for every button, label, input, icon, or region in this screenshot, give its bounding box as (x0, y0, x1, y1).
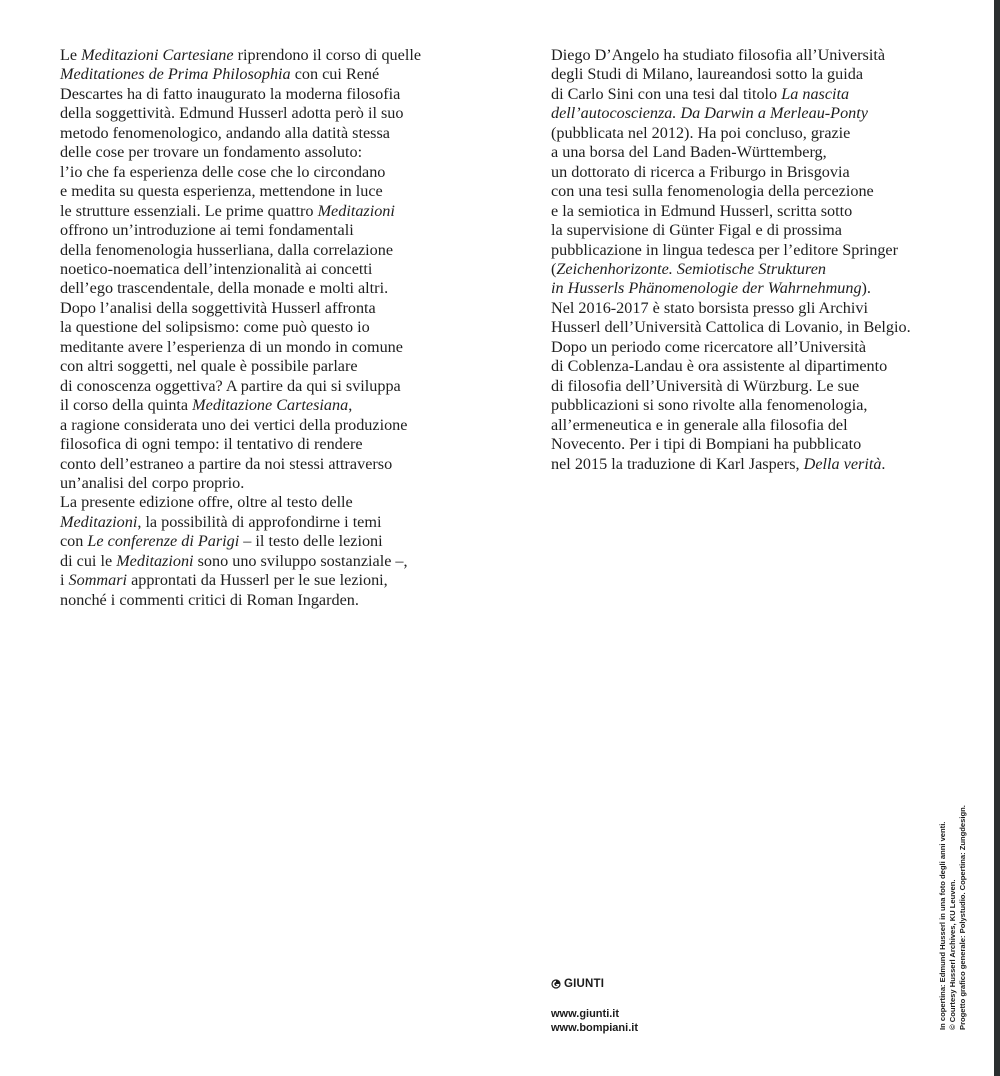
text-segment: degli Studi di Milano, laureandosi sotto la guida (551, 65, 864, 84)
text-line (551, 202, 971, 221)
credit-line-design: Progetto grafico generale: Polystudio. Copertina: Zungdesign. (958, 805, 967, 1030)
text-segment: La presente edizione offre, oltre al testo delle (60, 493, 353, 512)
author-biography (551, 46, 971, 474)
text-segment: il corso della quinta (60, 396, 193, 415)
text-line (551, 455, 971, 474)
text-line (60, 396, 500, 415)
text-segment: di Carlo Sini con una tesi dal titolo (551, 84, 782, 103)
text-line (60, 124, 500, 143)
text-segment: con una tesi sulla fenomenologia della percezione (551, 182, 874, 201)
text-line (551, 396, 971, 415)
text-segment: approntati da Husserl per le sue lezioni, (127, 571, 388, 590)
text-line (60, 474, 500, 493)
italic-title-segment: Meditationes de Prima Philosophia (60, 65, 291, 84)
cover-credits (938, 800, 968, 1030)
text-segment: Dopo un periodo come ricercatore all’Università (551, 337, 867, 356)
text-segment: ). (861, 279, 871, 298)
text-line (551, 124, 971, 143)
text-line (60, 299, 500, 318)
text-segment: un’analisi del corpo proprio. (60, 473, 245, 492)
text-segment: all’ermeneutica e in generale alla filosofia del (551, 415, 848, 434)
text-line (551, 163, 971, 182)
text-line (551, 357, 971, 376)
text-line (60, 163, 500, 182)
text-segment: conto dell’estraneo a partire da noi stessi attraverso (60, 454, 393, 473)
text-segment: nel 2015 la traduzione di Karl Jaspers, (551, 454, 804, 473)
text-line (60, 143, 500, 162)
text-segment: delle cose per trovare un fondamento assoluto: (60, 143, 363, 162)
text-segment: la supervisione di Günter Figal e di prossima (551, 221, 842, 240)
book-description (60, 46, 500, 610)
giunti-logo-icon (551, 979, 561, 989)
text-segment: offrono un’introduzione ai temi fondamentali (60, 221, 354, 240)
publisher-block (551, 976, 638, 1035)
text-segment: filosofica di ogni tempo: il tentativo di rendere (60, 435, 363, 454)
text-segment: noetico-noematica dell’intenzionalità ai concetti (60, 259, 373, 278)
text-line (60, 318, 500, 337)
giunti-url[interactable]: www.giunti.it (551, 1008, 620, 1020)
text-segment: , (348, 396, 353, 415)
text-line (551, 143, 971, 162)
text-line (60, 104, 500, 123)
italic-title-segment: Della verità (803, 454, 882, 473)
italic-title-segment: Meditazioni Cartesiane (81, 46, 234, 64)
text-segment: di cui le (60, 551, 117, 570)
publisher-name: GIUNTI (564, 978, 605, 990)
text-segment: pubblicazione in lingua tedesca per l’editore Springer (551, 240, 899, 259)
bompiani-url[interactable]: www.bompiani.it (551, 1022, 638, 1034)
text-line (60, 260, 500, 279)
text-line (551, 104, 971, 123)
text-line (60, 65, 500, 84)
text-segment: Novecento. Per i tipi di Bompiani ha pubblicato (551, 435, 862, 454)
text-line (551, 221, 971, 240)
text-segment: un dottorato di ricerca a Friburgo in Brisgovia (551, 162, 850, 181)
text-segment: con (60, 532, 88, 551)
text-segment: Nel 2016-2017 è stato borsista presso gli Archivi (551, 298, 868, 317)
italic-title-segment: Meditazioni (116, 551, 194, 570)
text-line (60, 377, 500, 396)
italic-title-segment: Meditazione Cartesiana (192, 396, 349, 415)
text-line (551, 416, 971, 435)
text-line (551, 299, 971, 318)
text-line (60, 455, 500, 474)
text-line (551, 65, 971, 84)
text-line (60, 85, 500, 104)
italic-title-segment: in Husserls Phänomenologie der Wahrnehmung (551, 279, 862, 298)
spine-edge (994, 0, 1000, 1076)
text-segment: riprendono il corso di quelle (233, 46, 422, 64)
text-line (60, 182, 500, 201)
text-segment: con cui René (290, 65, 380, 84)
text-segment: della soggettività. Edmund Husserl adotta però il suo (60, 104, 404, 123)
italic-title-segment: Le conferenze di Parigi (87, 532, 240, 551)
publisher-urls (551, 1007, 638, 1035)
text-line (551, 318, 971, 337)
text-segment: sono uno sviluppo sostanziale –, (193, 551, 408, 570)
text-line (60, 202, 500, 221)
text-segment: Le (60, 46, 82, 64)
text-line (551, 85, 971, 104)
text-segment: le strutture essenziali. Le prime quattro (60, 201, 318, 220)
text-line (60, 435, 500, 454)
text-line (551, 46, 971, 65)
text-segment: di filosofia dell’Università di Würzburg. Le sue (551, 376, 860, 395)
text-line (551, 377, 971, 396)
text-segment: Diego D’Angelo ha studiato filosofia all’Università (551, 46, 886, 64)
text-segment: dell’ego trascendentale, della monade e molti altri. (60, 279, 389, 298)
text-line (60, 513, 500, 532)
text-segment: . (881, 454, 886, 473)
text-line (60, 571, 500, 590)
text-line (551, 435, 971, 454)
text-line (60, 532, 500, 551)
text-segment: a ragione considerata uno dei vertici della produzione (60, 415, 408, 434)
text-segment: Dopo l’analisi della soggettività Husserl affronta (60, 298, 376, 317)
text-segment: ( (551, 259, 557, 278)
italic-title-segment: La nascita (781, 84, 850, 103)
italic-title-segment: Sommari (68, 571, 128, 590)
text-line (551, 338, 971, 357)
text-line (551, 241, 971, 260)
text-line (551, 260, 971, 279)
text-line (60, 241, 500, 260)
text-segment: e la semiotica in Edmund Husserl, scritta sotto (551, 201, 853, 220)
publisher-logo (551, 976, 638, 992)
text-segment: e medita su questa esperienza, mettendone in luce (60, 182, 383, 201)
text-segment: i (60, 571, 69, 590)
text-line (60, 416, 500, 435)
text-segment: – il testo delle lezioni (239, 532, 383, 551)
text-line (60, 46, 500, 65)
credit-line-photo: In copertina: Edmund Husserl in una foto degli anni venti. (938, 821, 947, 1030)
text-line (60, 357, 500, 376)
text-line (60, 552, 500, 571)
text-segment: l’io che fa esperienza delle cose che lo circondano (60, 162, 386, 181)
text-line (551, 182, 971, 201)
text-segment: nonché i commenti critici di Roman Ingarden. (60, 590, 359, 609)
credit-line-copyright: © Courtesy Husserl Archives, KU Leuven. (948, 879, 957, 1030)
italic-title-segment: Meditazioni (60, 512, 138, 531)
italic-title-segment: Zeichenhorizonte. Semiotische Strukturen (556, 259, 826, 278)
text-segment: di conoscenza oggettiva? A partire da qui si sviluppa (60, 376, 401, 395)
text-segment: metodo fenomenologico, andando alla datità stessa (60, 123, 390, 142)
text-segment: la questione del solipsismo: come può questo io (60, 318, 370, 337)
text-segment: della fenomenologia husserliana, dalla correlazione (60, 240, 394, 259)
text-segment: a una borsa del Land Baden-Württemberg, (551, 143, 827, 162)
text-segment: meditante avere l’esperienza di un mondo in comune (60, 337, 403, 356)
italic-title-segment: Meditazioni (317, 201, 395, 220)
text-segment: (pubblicata nel 2012). Ha poi concluso, grazie (551, 123, 851, 142)
text-line (551, 279, 971, 298)
text-segment: Husserl dell’Università Cattolica di Lovanio, in Belgio. (551, 318, 911, 337)
text-segment: con altri soggetti, nel quale è possibile parlare (60, 357, 358, 376)
text-line (60, 279, 500, 298)
text-line (60, 221, 500, 240)
text-segment: pubblicazioni si sono rivolte alla fenomenologia, (551, 396, 868, 415)
text-segment: , la possibilità di approfondirne i temi (137, 512, 382, 531)
text-line (60, 338, 500, 357)
text-segment: di Coblenza-Landau è ora assistente al dipartimento (551, 357, 888, 376)
italic-title-segment: dell’autocoscienza. Da Darwin a Merleau-Ponty (551, 104, 868, 123)
text-segment: Descartes ha di fatto inaugurato la moderna filosofia (60, 84, 401, 103)
text-line (60, 591, 500, 610)
text-line (60, 493, 500, 512)
